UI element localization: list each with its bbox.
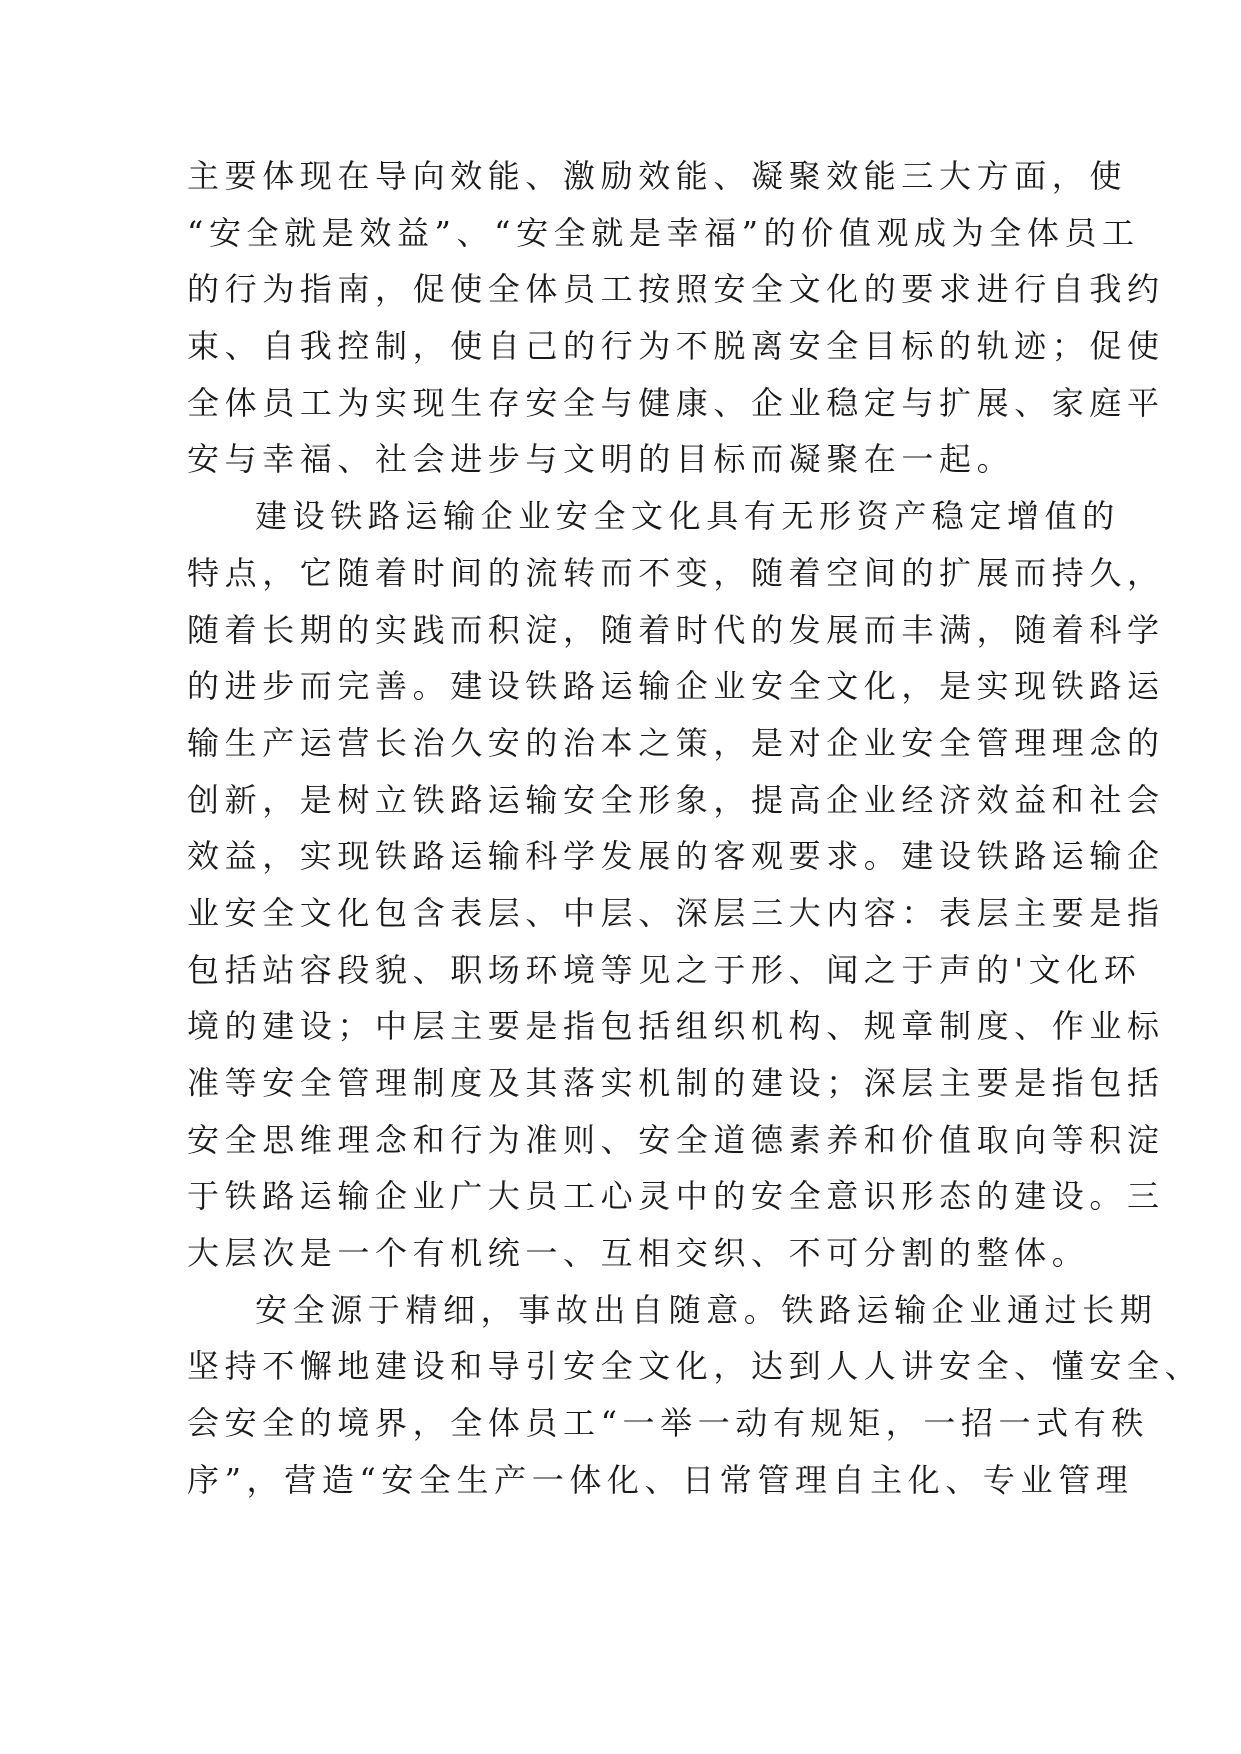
text-line: 于铁路运输企业广大员工心灵中的安全意识形态的建设。三 bbox=[187, 1177, 1165, 1216]
text-line: 坚持不懈地建设和导引安全文化，达到人人讲安全、懂安全、 bbox=[187, 1347, 1203, 1386]
text-line: 束、自我控制，使自己的行为不脱离安全目标的轨迹；促使 bbox=[187, 327, 1165, 366]
text-line: 安全思维理念和行为准则、安全道德素养和价值取向等积淀 bbox=[187, 1120, 1165, 1159]
text-line: 随着长期的实践而积淀，随着时代的发展而丰满，随着科学 bbox=[187, 610, 1165, 649]
text-line: 的进步而完善。建设铁路运输企业安全文化，是实现铁路运 bbox=[187, 667, 1165, 706]
paragraph-start-line: 安全源于精细，事故出自随意。铁路运输企业通过长期 bbox=[255, 1290, 1158, 1329]
text-line: 包括站容段貌、职场环境等见之于形、闻之于声的'文化环 bbox=[187, 950, 1142, 989]
text-line: 大层次是一个有机统一、互相交织、不可分割的整体。 bbox=[187, 1234, 1090, 1273]
text-line: 序”，营造“安全生产一体化、日常管理自主化、专业管理 bbox=[187, 1460, 1134, 1499]
text-line: 安与幸福、社会进步与文明的目标而凝聚在一起。 bbox=[187, 440, 1015, 479]
text-line: 业安全文化包含表层、中层、深层三大内容：表层主要是指 bbox=[187, 893, 1165, 932]
text-line: 境的建设；中层主要是指包括组织机构、规章制度、作业标 bbox=[187, 1007, 1165, 1046]
text-line: 主要体现在导向效能、激励效能、凝聚效能三大方面，使 bbox=[187, 157, 1128, 195]
text-line: 效益，实现铁路运输科学发展的客观要求。建设铁路运输企 bbox=[187, 837, 1165, 876]
text-line: “安全就是效益”、“安全就是幸福”的价值观成为全体员工 bbox=[187, 213, 1140, 252]
text-line: 准等安全管理制度及其落实机制的建设；深层主要是指包括 bbox=[187, 1064, 1165, 1102]
text-line: 输生产运营长治久安的治本之策，是对企业安全管理理念的 bbox=[187, 723, 1165, 762]
text-line: 全体员工为实现生存安全与健康、企业稳定与扩展、家庭平 bbox=[187, 383, 1165, 422]
text-line: 特点，它随着时间的流转而不变，随着空间的扩展而持久， bbox=[187, 553, 1165, 592]
text-line: 会安全的境界，全体员工“一举一动有规矩，一招一式有秩 bbox=[187, 1404, 1149, 1443]
text-line: 的行为指南，促使全体员工按照安全文化的要求进行自我约 bbox=[187, 270, 1165, 309]
text-line: 创新，是树立铁路运输安全形象，提高企业经济效益和社会 bbox=[187, 780, 1165, 819]
body-text bbox=[187, 157, 1203, 1521]
paragraph-start-line: 建设铁路运输企业安全文化具有无形资产稳定增值的 bbox=[255, 497, 1120, 536]
